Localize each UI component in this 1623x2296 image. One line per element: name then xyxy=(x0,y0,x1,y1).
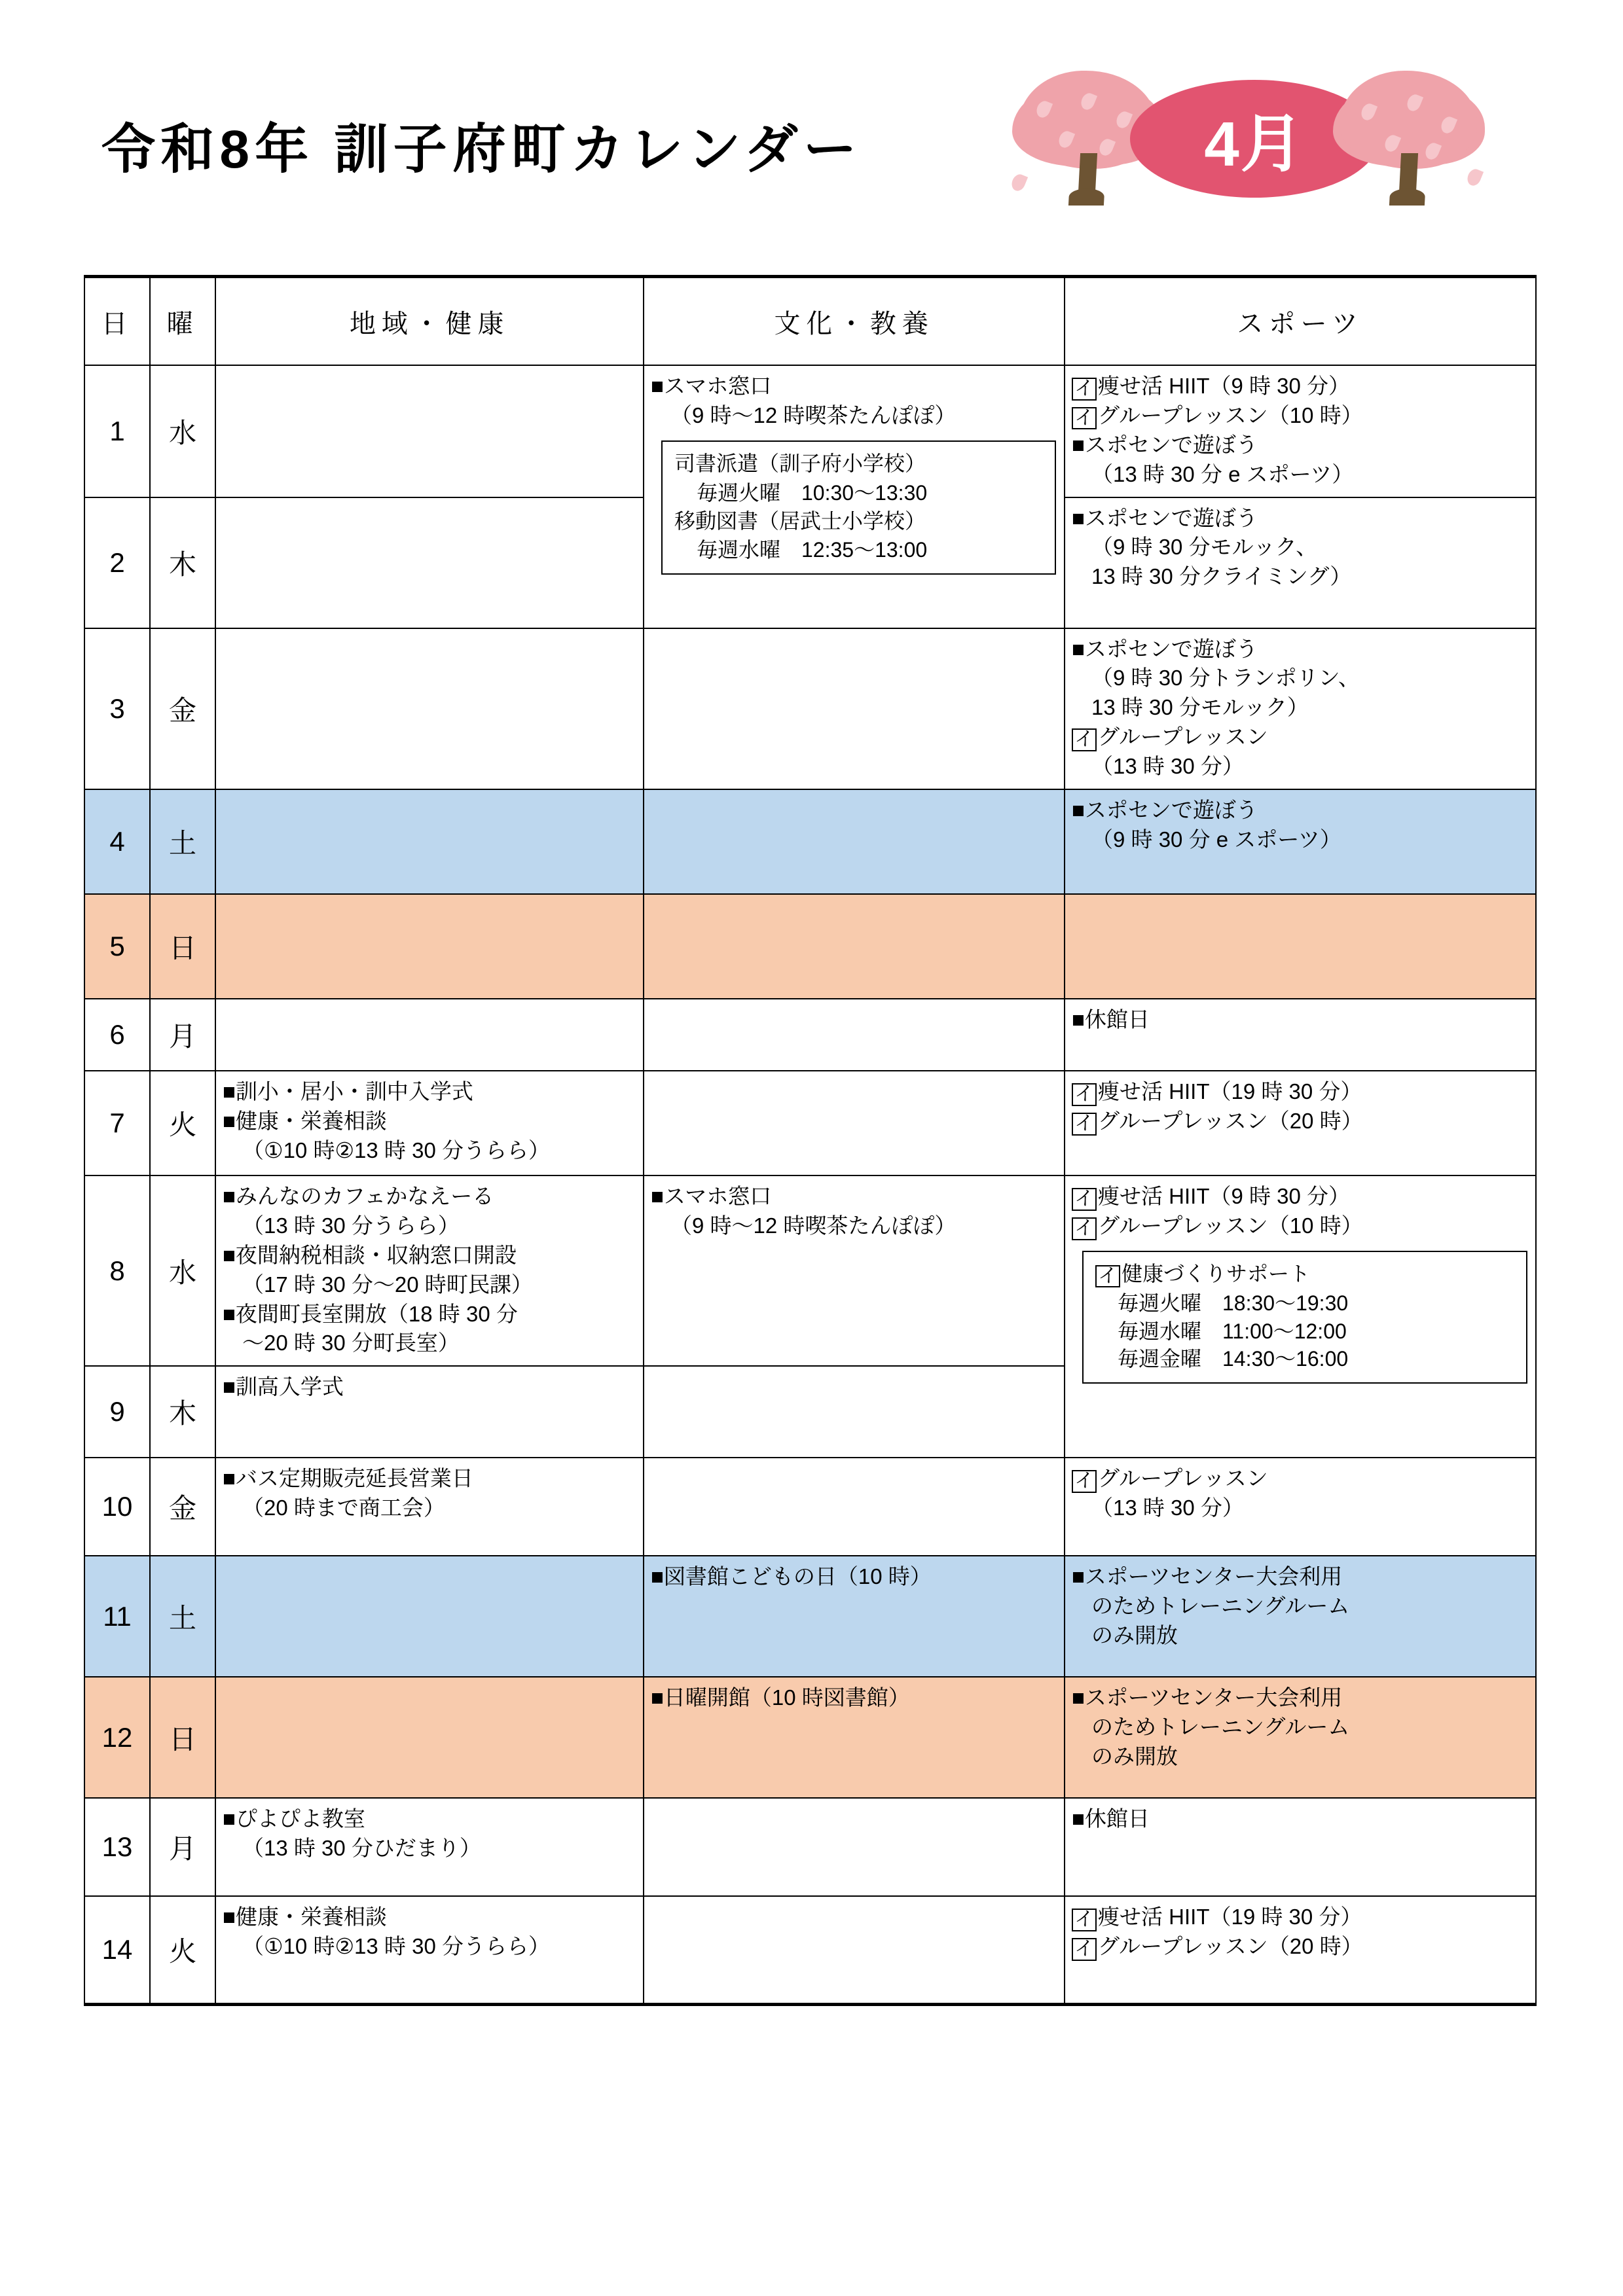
day-number-cell: 2 xyxy=(84,497,150,628)
weekday-cell: 水 xyxy=(150,365,215,497)
page-title: 令和8年 訓子府町カレンダー xyxy=(101,120,862,179)
event-line: ■夜間町長室開放（18 時 30 分 xyxy=(223,1301,518,1326)
community-health-cell xyxy=(215,1798,644,1896)
event-line: ■訓高入学式 xyxy=(223,1374,344,1399)
culture-education-cell xyxy=(644,894,1065,999)
event-line: （①10 時②13 時 30 分うらら） xyxy=(242,1138,550,1162)
instructor-badge-icon: イ xyxy=(1072,1113,1097,1136)
culture-education-cell xyxy=(644,1071,1065,1175)
cherry-blossom-tree-right-icon xyxy=(1340,71,1477,205)
event-line: 13 時 30 分モルック） xyxy=(1091,695,1309,720)
culture-education-cell xyxy=(644,1798,1065,1896)
culture-education-cell xyxy=(644,789,1065,894)
culture-education-cell xyxy=(644,1175,1065,1366)
event-line: イ 痩せ活 HIIT（9 時 30 分） xyxy=(1072,1183,1530,1211)
culture-education-cell xyxy=(644,1896,1065,2004)
day-number-cell: 11 xyxy=(84,1556,150,1677)
event-line: イ 痩せ活 HIIT（19 時 30 分） xyxy=(1072,1078,1530,1106)
instructor-badge-icon: イ xyxy=(1072,1083,1097,1106)
event-line: ■休館日 xyxy=(1072,1806,1150,1831)
event-line: （13 時 30 分 e スポーツ） xyxy=(1091,461,1354,486)
culture-education-cell xyxy=(644,628,1065,789)
library-note-line: 毎週水曜 12:35～13:00 xyxy=(697,538,928,562)
day-number-cell: 6 xyxy=(84,999,150,1071)
event-line: （13 時 30 分） xyxy=(1091,1496,1244,1520)
event-line: （9 時～12 時喫茶たんぽぽ） xyxy=(670,1213,957,1238)
event-line: ■訓小・居小・訓中入学式 xyxy=(223,1079,473,1104)
culture-education-cell xyxy=(644,1366,1065,1458)
day-number-cell: 12 xyxy=(84,1677,150,1798)
event-line: イ グループレッスン xyxy=(1072,723,1530,751)
event-line: （13 時 30 分） xyxy=(1091,754,1244,779)
event-line: のみ開放 xyxy=(1091,1744,1178,1769)
month-label: 4月 xyxy=(1204,109,1305,179)
instructor-badge-icon: イ xyxy=(1072,1938,1097,1961)
community-health-cell xyxy=(215,789,644,894)
event-line: イ グループレッスン（10 時） xyxy=(1072,402,1530,430)
event-line: （9 時 30 分トランポリン、 xyxy=(1091,666,1360,691)
event-line: （13 時 30 分ひだまり） xyxy=(242,1836,481,1861)
community-health-cell xyxy=(215,1556,644,1677)
table-row xyxy=(84,1556,1536,1677)
library-note-line: 司書派遣（訓子府小学校） xyxy=(674,451,926,475)
table-row xyxy=(84,1458,1536,1556)
library-note-line: 移動図書（居武士小学校） xyxy=(674,509,926,533)
event-line: イ グループレッスン（20 時） xyxy=(1072,1933,1530,1961)
page-header xyxy=(0,0,1623,262)
event-line: ～20 時 30 分町長室） xyxy=(242,1331,460,1355)
event-line: イ グループレッスン（20 時） xyxy=(1072,1107,1530,1136)
event-line: ■みんなのカフェかなえーる xyxy=(223,1184,494,1209)
sports-cell xyxy=(1065,1798,1536,1896)
weekday-cell: 木 xyxy=(150,497,215,628)
event-line: （13 時 30 分うらら） xyxy=(242,1213,460,1238)
event-line: ■日曜開館（10 時図書館） xyxy=(651,1685,910,1710)
community-health-cell xyxy=(215,1175,644,1366)
library-dispatch-note-box xyxy=(661,440,1056,575)
community-health-cell xyxy=(215,365,644,497)
sports-cell xyxy=(1065,1458,1536,1556)
table-row xyxy=(84,789,1536,894)
event-line: （9 時～12 時喫茶たんぽぽ） xyxy=(670,403,957,427)
weekday-cell: 土 xyxy=(150,789,215,894)
instructor-badge-icon: イ xyxy=(1072,728,1097,751)
health-support-line: 毎週水曜 11:00～12:00 xyxy=(1118,1319,1347,1343)
weekday-cell: 土 xyxy=(150,1556,215,1677)
weekday-cell: 日 xyxy=(150,1677,215,1798)
col-header-weekday: 曜 xyxy=(150,277,215,366)
community-health-cell xyxy=(215,1071,644,1175)
community-health-cell xyxy=(215,1677,644,1798)
culture-education-cell xyxy=(644,365,1065,628)
health-support-line: 毎週火曜 18:30～19:30 xyxy=(1118,1291,1349,1315)
day-number-cell: 5 xyxy=(84,894,150,999)
event-line: ■スポセンで遊ぼう xyxy=(1072,505,1258,530)
table-row xyxy=(84,1798,1536,1896)
event-line: ■ぴよぴよ教室 xyxy=(223,1806,365,1831)
weekday-cell: 水 xyxy=(150,1175,215,1366)
weekday-cell: 月 xyxy=(150,1798,215,1896)
weekday-cell: 木 xyxy=(150,1366,215,1458)
event-line: （17 時 30 分～20 時町民課） xyxy=(242,1272,533,1297)
event-line: （9 時 30 分 e スポーツ） xyxy=(1091,827,1341,852)
event-line: （9 時 30 分モルック、 xyxy=(1091,535,1318,560)
sports-cell xyxy=(1065,789,1536,894)
sports-cell xyxy=(1065,1896,1536,2004)
event-line: ■スマホ窓口 xyxy=(651,374,772,398)
event-line: ■スマホ窓口 xyxy=(651,1184,772,1209)
weekday-cell: 火 xyxy=(150,1896,215,2004)
event-line: ■スポセンで遊ぼう xyxy=(1072,798,1258,823)
sports-cell xyxy=(1065,497,1536,628)
community-health-cell xyxy=(215,1366,644,1458)
day-number-cell: 4 xyxy=(84,789,150,894)
event-line: ■スポセンで遊ぼう xyxy=(1072,636,1258,661)
community-health-cell xyxy=(215,628,644,789)
event-line: のためトレーニングルーム xyxy=(1091,1715,1350,1740)
instructor-badge-icon: イ xyxy=(1072,1188,1097,1211)
weekday-cell: 日 xyxy=(150,894,215,999)
event-line: ■夜間納税相談・収納窓口開設 xyxy=(223,1242,517,1267)
sports-cell xyxy=(1065,628,1536,789)
culture-education-cell xyxy=(644,1458,1065,1556)
col-header-culture: 文化・教養 xyxy=(644,277,1065,366)
table-header-row xyxy=(84,277,1536,366)
table-row xyxy=(84,628,1536,789)
col-header-day: 日 xyxy=(84,277,150,366)
culture-education-cell xyxy=(644,1677,1065,1798)
calendar-table xyxy=(84,275,1537,2006)
instructor-badge-icon: イ xyxy=(1072,1217,1097,1240)
weekday-cell: 金 xyxy=(150,1458,215,1556)
weekday-cell: 金 xyxy=(150,628,215,789)
health-support-note-box xyxy=(1082,1251,1527,1384)
sports-cell xyxy=(1065,1175,1536,1458)
health-support-line: 毎週金曜 14:30～16:00 xyxy=(1118,1347,1349,1371)
day-number-cell: 14 xyxy=(84,1896,150,2004)
culture-education-cell xyxy=(644,999,1065,1071)
event-line: ■健康・栄養相談 xyxy=(223,1905,387,1929)
event-line: のためトレーニングルーム xyxy=(1091,1594,1350,1619)
event-line: 13 時 30 分クライミング） xyxy=(1091,564,1352,589)
instructor-badge-icon: イ xyxy=(1072,1470,1097,1493)
event-line: ■健康・栄養相談 xyxy=(223,1108,387,1133)
sports-cell xyxy=(1065,1071,1536,1175)
sports-cell xyxy=(1065,1677,1536,1798)
table-row xyxy=(84,1896,1536,2004)
event-line: ■休館日 xyxy=(1072,1007,1150,1032)
sports-cell xyxy=(1065,365,1536,497)
event-line: ■スポーツセンター大会利用 xyxy=(1072,1564,1343,1589)
instructor-badge-icon: イ xyxy=(1072,407,1097,430)
sports-cell xyxy=(1065,999,1536,1071)
col-header-sports: スポーツ xyxy=(1065,277,1536,366)
event-line: ■図書館こどもの日（10 時） xyxy=(651,1564,932,1589)
event-line: イ グループレッスン xyxy=(1072,1465,1530,1493)
event-line: ■スポーツセンター大会利用 xyxy=(1072,1685,1343,1710)
sports-cell xyxy=(1065,1556,1536,1677)
day-number-cell: 7 xyxy=(84,1071,150,1175)
table-row xyxy=(84,1175,1536,1366)
culture-education-cell xyxy=(644,1556,1065,1677)
table-row xyxy=(84,1071,1536,1175)
event-line: （20 時まで商工会） xyxy=(242,1496,445,1520)
col-header-community: 地域・健康 xyxy=(215,277,644,366)
event-line: （①10 時②13 時 30 分うらら） xyxy=(242,1934,550,1959)
instructor-badge-icon: イ xyxy=(1095,1265,1120,1288)
weekday-cell: 火 xyxy=(150,1071,215,1175)
table-row xyxy=(84,894,1536,999)
instructor-badge-icon: イ xyxy=(1072,378,1097,401)
event-line: のみ開放 xyxy=(1091,1623,1178,1648)
community-health-cell xyxy=(215,1458,644,1556)
day-number-cell: 10 xyxy=(84,1458,150,1556)
instructor-badge-icon: イ xyxy=(1072,1909,1097,1931)
month-artwork xyxy=(1019,71,1477,208)
sports-cell xyxy=(1065,894,1536,999)
day-number-cell: 9 xyxy=(84,1366,150,1458)
health-support-heading: イ 健康づくりサポート xyxy=(1095,1260,1516,1288)
event-line: ■バス定期販売延長営業日 xyxy=(223,1466,473,1491)
community-health-cell xyxy=(215,999,644,1071)
day-number-cell: 8 xyxy=(84,1175,150,1366)
table-row xyxy=(84,1677,1536,1798)
day-number-cell: 3 xyxy=(84,628,150,789)
day-number-cell: 13 xyxy=(84,1798,150,1896)
community-health-cell xyxy=(215,894,644,999)
event-line: イ グループレッスン（10 時） xyxy=(1072,1212,1530,1240)
community-health-cell xyxy=(215,1896,644,2004)
day-number-cell: 1 xyxy=(84,365,150,497)
event-line: ■スポセンで遊ぼう xyxy=(1072,432,1258,457)
event-line: イ 痩せ活 HIIT（9 時 30 分） xyxy=(1072,372,1530,401)
weekday-cell: 月 xyxy=(150,999,215,1071)
table-row xyxy=(84,999,1536,1071)
table-row xyxy=(84,365,1536,497)
community-health-cell xyxy=(215,497,644,628)
event-line: イ 痩せ活 HIIT（19 時 30 分） xyxy=(1072,1903,1530,1931)
library-note-line: 毎週火曜 10:30～13:30 xyxy=(697,480,928,505)
